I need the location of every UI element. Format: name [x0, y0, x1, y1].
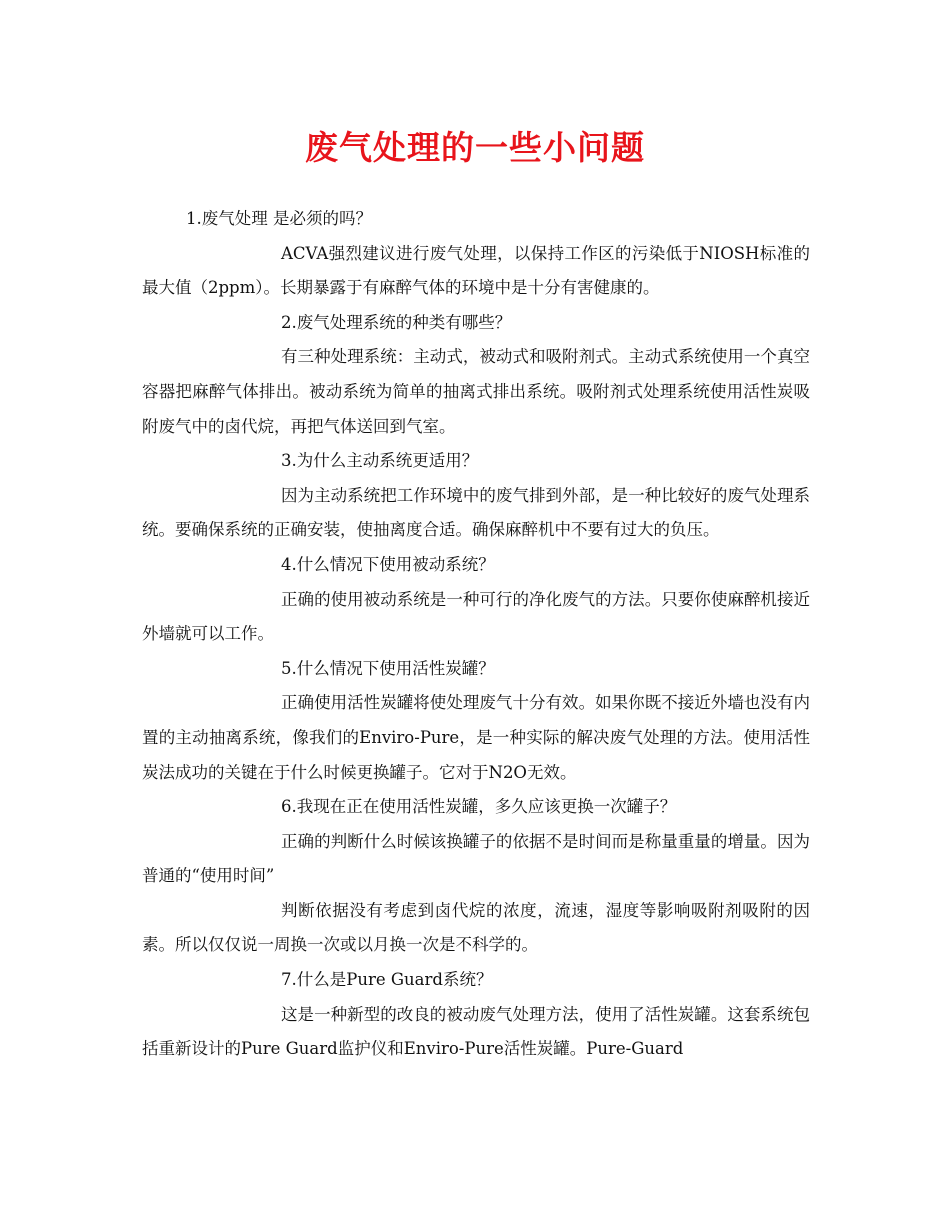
answer-6a: 正确的判断什么时候该换罐子的依据不是时间而是称量重量的增量。因为普通的“使用时间”: [142, 831, 810, 886]
answer-6b: 判断依据没有考虑到卤代烷的浓度，流速，湿度等影响吸附剂吸附的因素。所以仅仅说一周换一次或以月换一次是不科学的。: [142, 900, 810, 955]
answer-7: 这是一种新型的改良的被动废气处理方法，使用了活性炭罐。这套系统包括重新设计的Pure Guard监护仪和Enviro-Pure活性炭罐。Pure-Guard: [142, 1004, 810, 1059]
answer-2: 有三种处理系统：主动式，被动式和吸附剂式。主动式系统使用一个真空容器把麻醉气体排出。被动系统为简单的抽离式排出系统。吸附剂式处理系统使用活性炭吸附废气中的卤代烷，再把气体送回到气室。: [142, 347, 810, 436]
question-5: 5.什么情况下使用活性炭罐？: [281, 658, 495, 678]
question-3: 3.为什么主动系统更适用？: [281, 451, 479, 471]
answer-3: 因为主动系统把工作环境中的废气排到外部，是一种比较好的废气处理系统。要确保系统的正确安装，使抽离度合适。确保麻醉机中不要有过大的负压。: [142, 485, 810, 540]
document-title: 废气处理的一些小问题: [305, 128, 645, 167]
question-1: 1.废气处理 是必须的吗？: [186, 209, 372, 228]
question-4: 4.什么情况下使用被动系统？: [281, 554, 495, 574]
answer-4: 正确的使用被动系统是一种可行的净化废气的方法。只要你使麻醉机接近外墙就可以工作。: [142, 589, 810, 644]
document-body: [142, 202, 810, 1067]
answer-5: 正确使用活性炭罐将使处理废气十分有效。如果你既不接近外墙也没有内置的主动抽离系统，像我们的Enviro-Pure，是一种实际的解决废气处理的方法。使用活性炭法成功的关键在于什么时候更换罐子。它对于N2O无效。: [142, 693, 810, 782]
question-6: 6.我现在正在使用活性炭罐，多久应该更换一次罐子？: [281, 797, 677, 817]
question-2: 2.废气处理系统的种类有哪些？: [281, 312, 512, 332]
question-7: 7.什么是Pure Guard系统？: [281, 970, 493, 990]
answer-1: ACVA强烈建议进行废气处理，以保持工作区的污染低于NIOSH标准的最大值（2ppm）。长期暴露于有麻醉气体的环境中是十分有害健康的。: [142, 243, 810, 298]
